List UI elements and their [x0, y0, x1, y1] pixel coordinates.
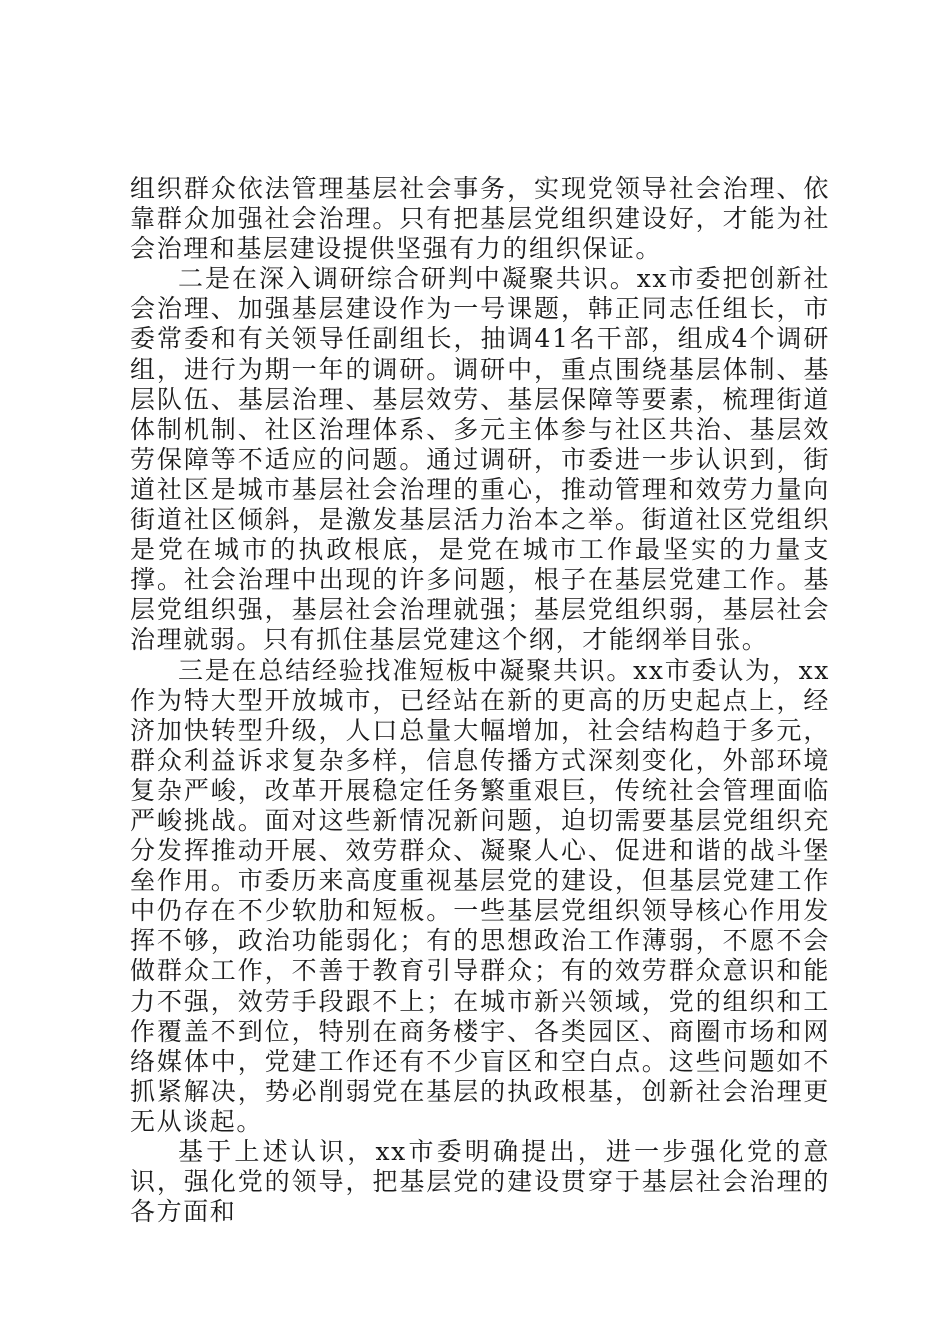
paragraph-conclusion: 基于上述认识，xx市委明确提出，进一步强化党的意识，强化党的领导，把基层党的建设贯穿于基层社会治理的各方面和	[130, 1137, 830, 1227]
paragraph-continuation: 组织群众依法管理基层社会事务，实现党领导社会治理、依靠群众加强社会治理。只有把基层党组织建设好，才能为社会治理和基层建设提供坚强有力的组织保证。	[130, 174, 830, 264]
paragraph-third-consensus: 三是在总结经验找准短板中凝聚共识。xx市委认为，xx作为特大型开放城市，已经站在新的更高的历史起点上，经济加快转型升级，人口总量大幅增加，社会结构趋于多元，群众利益诉求复杂多样，信息传播方式深刻变化，外部环境复杂严峻，改革开展稳定任务繁重艰巨，传统社会管理面临严峻挑战。面对这些新情况新问题，迫切需要基层党组织充分发挥推动开展、效劳群众、凝聚人心、促进和谐的战斗堡垒作用。市委历来高度重视基层党的建设，但基层党建工作中仍存在不少软肋和短板。一些基层党组织领导核心作用发挥不够，政治功能弱化；有的思想政治工作薄弱，不愿不会做群众工作，不善于教育引导群众；有的效劳群众意识和能力不强，效劳手段跟不上；在城市新兴领域，党的组织和工作覆盖不到位，特别在商务楼宇、各类园区、商圈市场和网络媒体中，党建工作还有不少盲区和空白点。这些问题如不抓紧解决，势必削弱党在基层的执政根基，创新社会治理更无从谈起。	[130, 655, 830, 1136]
paragraph-second-consensus: 二是在深入调研综合研判中凝聚共识。xx市委把创新社会治理、加强基层建设作为一号课题，韩正同志任组长，市委常委和有关领导任副组长，抽调41名干部，组成4个调研组，进行为期一年的调研。调研中，重点围绕基层体制、基层队伍、基层治理、基层效劳、基层保障等要素，梳理街道体制机制、社区治理体系、多元主体参与社区共治、基层效劳保障等不适应的问题。通过调研，市委进一步认识到，街道社区是城市基层社会治理的重心，推动管理和效劳力量向街道社区倾斜，是激发基层活力治本之举。街道社区党组织是党在城市的执政根底，是党在城市工作最坚实的力量支撑。社会治理中出现的许多问题，根子在基层党建工作。基层党组织强，基层社会治理就强；基层党组织弱，基层社会治理就弱。只有抓住基层党建这个纲，才能纲举目张。	[130, 264, 830, 655]
document-body	[130, 174, 830, 1227]
